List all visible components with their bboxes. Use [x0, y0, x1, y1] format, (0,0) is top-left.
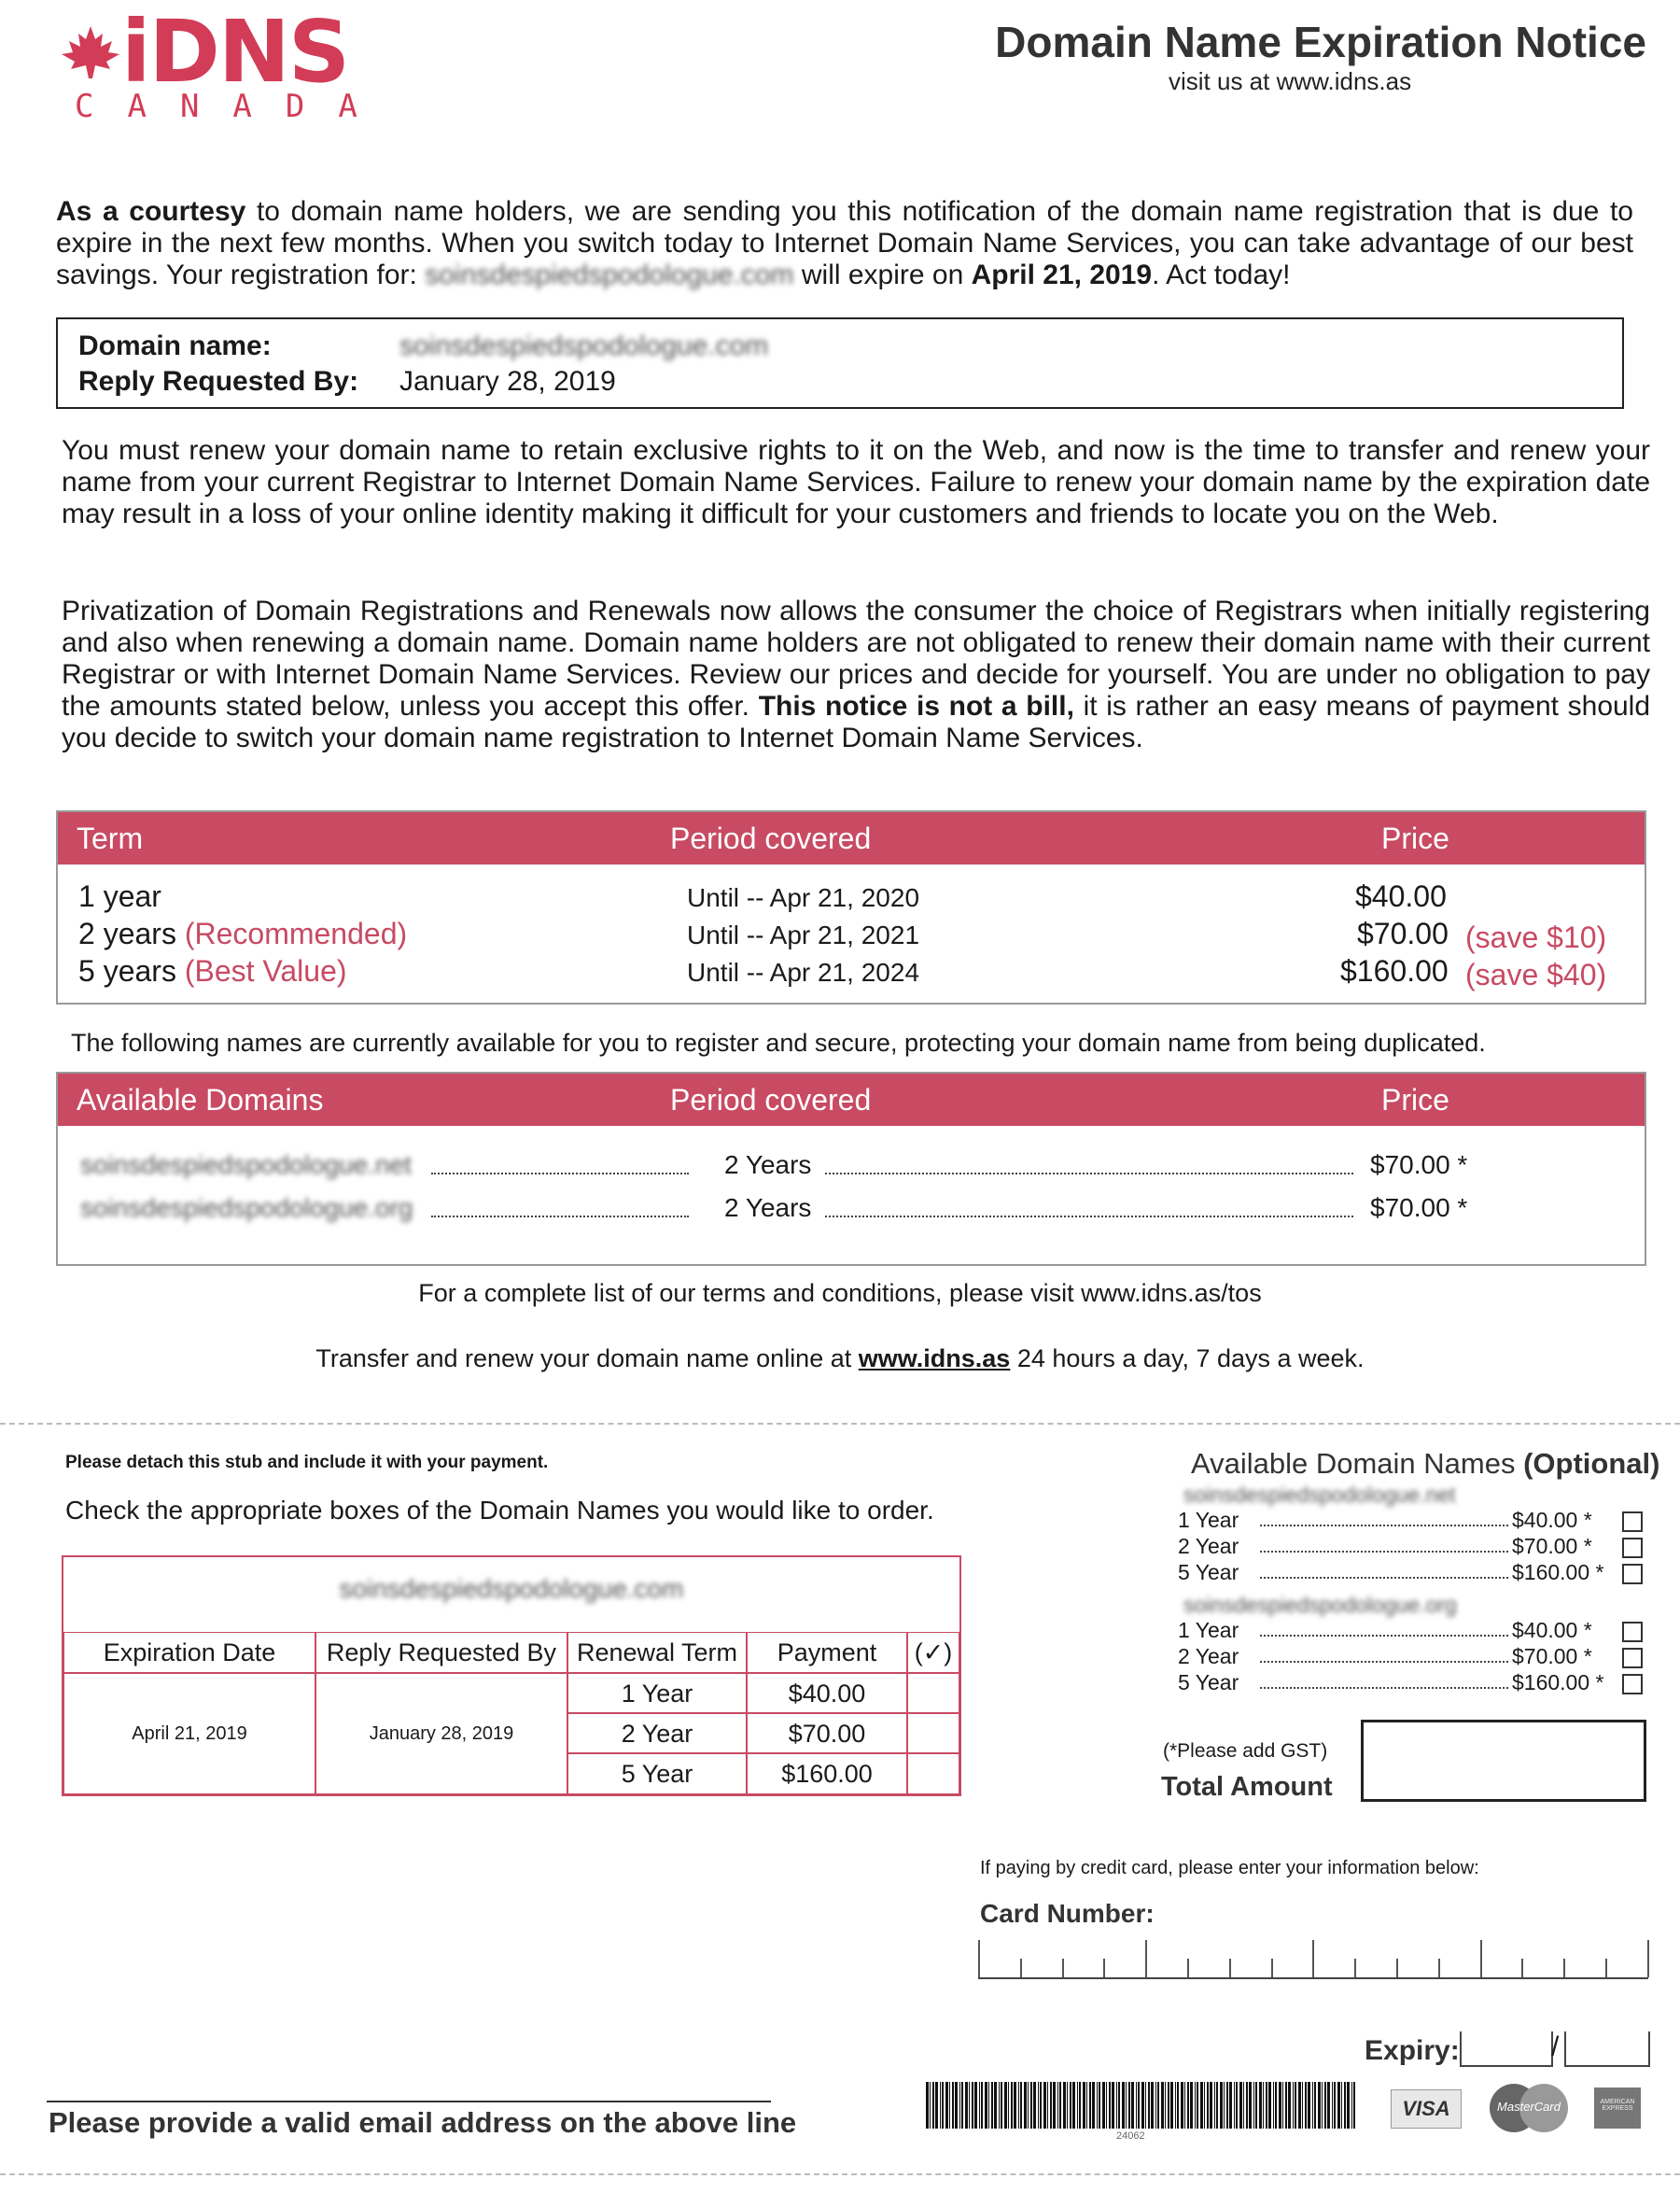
dot-leader	[1260, 1551, 1508, 1553]
col-payment: Payment	[747, 1632, 907, 1673]
barcode-bar	[1001, 2082, 1002, 2129]
header-period: Period covered	[670, 822, 872, 855]
total-amount-box[interactable]	[1361, 1720, 1646, 1802]
barcode-bar	[952, 2082, 954, 2129]
card-number-label: Card Number:	[980, 1899, 1155, 1928]
barcode-bar	[1318, 2082, 1321, 2129]
maple-leaf-icon	[58, 24, 123, 80]
available-domain: soinsdespiedspodologue.net	[80, 1150, 412, 1179]
dot-leader	[825, 1173, 1353, 1174]
card-digit-divider	[1605, 1959, 1607, 1977]
pricing-table-header	[58, 812, 1645, 865]
term-label	[78, 917, 407, 951]
barcode-bar	[1184, 2082, 1185, 2129]
card-number-field[interactable]	[978, 1940, 1648, 1979]
header-available: Available Domains	[77, 1083, 324, 1117]
available-period: 2 Years	[724, 1193, 812, 1222]
optional-title-bold: (Optional)	[1523, 1447, 1660, 1480]
detach-note: Please detach this stub and include it with your payment.	[65, 1453, 549, 1472]
payment-amount: $70.00	[747, 1713, 907, 1753]
stub-domain: soinsdespiedspodologue.com	[339, 1574, 684, 1603]
barcode-bar	[942, 2082, 944, 2129]
optional-domain: soinsdespiedspodologue.net	[1183, 1483, 1456, 1507]
logo-subtext: CANADA	[75, 88, 391, 125]
intro-date: April 21, 2019	[971, 260, 1153, 290]
barcode-bar	[1332, 2082, 1333, 2129]
barcode-bar	[994, 2082, 997, 2129]
optional-item	[1178, 1534, 1645, 1560]
optional-title	[1191, 1447, 1659, 1481]
optional-domain: soinsdespiedspodologue.org	[1183, 1593, 1457, 1617]
barcode-bar	[1207, 2082, 1209, 2129]
barcode-bar	[1072, 2082, 1075, 2129]
barcode-bar	[1014, 2082, 1016, 2129]
barcode-bar	[1204, 2082, 1205, 2129]
order-checkbox[interactable]	[907, 1713, 959, 1753]
barcode-bar	[1086, 2082, 1087, 2129]
barcode-bar	[1092, 2082, 1095, 2129]
barcode-bar	[1138, 2082, 1140, 2129]
barcode-bar	[1279, 2082, 1281, 2129]
barcode-bar	[930, 2082, 931, 2129]
amex-logo: AMERICAN EXPRESS	[1594, 2088, 1641, 2129]
period-label: Until -- Apr 21, 2020	[687, 883, 920, 912]
price-label: $70.00	[1357, 917, 1449, 950]
expiry-month-field[interactable]	[1460, 2031, 1553, 2067]
dot-leader	[1260, 1525, 1508, 1526]
barcode-bar	[1263, 2082, 1264, 2129]
dot-leader	[1260, 1661, 1508, 1663]
header-price: Price	[1381, 1083, 1449, 1117]
barcode-bar	[1226, 2082, 1228, 2129]
mastercard-logo	[1490, 2084, 1568, 2132]
barcode-bar	[1322, 2082, 1323, 2129]
recommended-note: (Recommended)	[184, 917, 408, 950]
barcode-bar	[974, 2082, 977, 2129]
barcode-bar	[1243, 2082, 1244, 2129]
col-expiration: Expiration Date	[63, 1632, 315, 1673]
barcode-bar	[1168, 2082, 1169, 2129]
optional-price: $160.00 *	[1512, 1560, 1604, 1584]
card-digit-divider	[1438, 1959, 1440, 1977]
barcode-bar	[935, 2082, 938, 2129]
barcode-bar	[955, 2082, 958, 2129]
optional-checkbox[interactable]	[1622, 1648, 1643, 1668]
available-period: 2 Years	[724, 1150, 812, 1179]
bottom-perforation	[0, 2173, 1680, 2175]
barcode-bar	[1275, 2082, 1277, 2129]
col-renewal: Renewal Term	[567, 1632, 747, 1673]
barcode-bar	[940, 2082, 941, 2129]
barcode-bar	[1057, 2082, 1058, 2129]
barcode-bar	[1305, 2082, 1307, 2129]
barcode-bar	[1079, 2082, 1081, 2129]
barcode-bar	[1234, 2082, 1235, 2129]
barcode-bar	[1246, 2082, 1248, 2129]
available-price: $70.00 *	[1370, 1193, 1468, 1222]
optional-price: $70.00 *	[1512, 1644, 1592, 1668]
barcode-bar	[1008, 2082, 1009, 2129]
optional-item	[1178, 1670, 1645, 1696]
barcode-bar	[1249, 2082, 1252, 2129]
card-digit-divider	[1271, 1959, 1273, 1977]
dot-leader	[1260, 1577, 1508, 1579]
intro-text3: . Act today!	[1152, 260, 1291, 290]
total-label: Total Amount	[1161, 1772, 1333, 1802]
card-digit-divider	[1480, 1940, 1482, 1977]
best-value-note: (Best Value)	[184, 954, 347, 988]
barcode-bar	[1004, 2082, 1007, 2129]
dot-leader	[431, 1216, 689, 1217]
barcode-bar	[1341, 2082, 1342, 2129]
card-digit-divider	[1103, 1959, 1105, 1977]
barcode-bar	[1024, 2082, 1027, 2129]
barcode-bar	[1083, 2082, 1085, 2129]
col-reply: Reply Requested By	[315, 1632, 567, 1673]
barcode-bar	[1268, 2082, 1271, 2129]
payment-amount: $160.00	[747, 1753, 907, 1794]
expiration-date: April 21, 2019	[63, 1673, 315, 1794]
intro-text2: will expire on	[801, 260, 964, 290]
website-link[interactable]: www.idns.as	[858, 1344, 1011, 1372]
header-term: Term	[77, 822, 144, 855]
optional-group	[1178, 1483, 1645, 1586]
barcode-bar	[1314, 2082, 1316, 2129]
optional-item	[1178, 1644, 1645, 1670]
header-price: Price	[1381, 822, 1449, 855]
intro-lead: As a courtesy	[56, 196, 246, 227]
barcode-bar	[1122, 2082, 1125, 2129]
barcode-bar	[959, 2082, 960, 2129]
card-digit-divider	[1020, 1959, 1022, 1977]
check-instruction: Check the appropriate boxes of the Domain Names you would like to order.	[65, 1496, 934, 1525]
save-note: (save $40)	[1465, 958, 1607, 991]
barcode-bar	[1020, 2082, 1022, 2129]
barcode-bar	[1288, 2082, 1291, 2129]
domain-info-box	[56, 317, 1624, 409]
barcode-bar	[981, 2082, 983, 2129]
pricing-table	[56, 810, 1646, 1005]
optional-price: $160.00 *	[1512, 1670, 1604, 1694]
available-domain: soinsdespiedspodologue.org	[80, 1193, 413, 1222]
barcode-bar	[949, 2082, 950, 2129]
card-digit-divider	[1647, 1940, 1649, 1977]
not-a-bill-text: This notice is not a bill,	[758, 691, 1074, 722]
barcode-bar	[1116, 2082, 1117, 2129]
barcode-bar	[1344, 2082, 1346, 2129]
barcode-bar	[1165, 2082, 1166, 2129]
dot-leader	[1260, 1687, 1508, 1689]
barcode-bar	[1170, 2082, 1173, 2129]
expiry-label: Expiry:	[1365, 2035, 1460, 2066]
dot-leader	[431, 1173, 689, 1174]
price-label: $40.00	[1355, 879, 1447, 913]
card-digit-divider	[1145, 1940, 1147, 1977]
barcode-bar	[1043, 2082, 1046, 2129]
barcode-bar	[1214, 2082, 1215, 2129]
card-digit-divider	[1521, 1959, 1523, 1977]
barcode-bar	[1033, 2082, 1036, 2129]
barcode-bar	[1259, 2082, 1262, 2129]
optional-price: $40.00 *	[1512, 1618, 1592, 1642]
barcode-bar	[1334, 2082, 1336, 2129]
barcode-bar	[1126, 2082, 1127, 2129]
optional-item	[1178, 1618, 1645, 1644]
optional-checkbox[interactable]	[1622, 1511, 1643, 1532]
barcode-bar	[1216, 2082, 1218, 2129]
domain-value: soinsdespiedspodologue.com	[399, 330, 769, 361]
col-check: (✓)	[907, 1632, 959, 1673]
logo-wordmark: iDNS	[121, 2, 349, 102]
barcode-bar	[1308, 2082, 1310, 2129]
card-digit-divider	[1229, 1959, 1231, 1977]
barcode-bar	[1351, 2082, 1352, 2129]
barcode-bar	[1157, 2082, 1159, 2129]
optional-checkbox[interactable]	[1622, 1564, 1643, 1584]
renewal-term: 1 Year	[567, 1673, 747, 1713]
barcode-bar	[1161, 2082, 1164, 2129]
optional-checkbox[interactable]	[1622, 1674, 1643, 1694]
renewal-term: 2 Year	[567, 1713, 747, 1753]
barcode-bar	[1099, 2082, 1100, 2129]
barcode-bar	[1038, 2082, 1039, 2129]
online-text-2: 24 hours a day, 7 days a week.	[1016, 1344, 1365, 1372]
barcode-bar	[1067, 2082, 1068, 2129]
payment-amount: $40.00	[747, 1673, 907, 1713]
optional-item	[1178, 1560, 1645, 1586]
reply-date: January 28, 2019	[315, 1673, 567, 1794]
barcode-bar	[1097, 2082, 1098, 2129]
dot-leader	[1260, 1635, 1508, 1637]
dot-leader	[825, 1216, 1353, 1217]
barcode-bar	[1347, 2082, 1350, 2129]
barcode-bar	[1293, 2082, 1294, 2129]
barcode-bar	[945, 2082, 948, 2129]
card-digit-divider	[1062, 1959, 1064, 1977]
barcode-bar	[1145, 2082, 1146, 2129]
barcode-bar	[1070, 2082, 1071, 2129]
barcode-bar	[1155, 2082, 1156, 2129]
barcode-bar	[1337, 2082, 1340, 2129]
barcode-bar	[1197, 2082, 1198, 2129]
optional-term: 5 Year	[1178, 1560, 1239, 1584]
privatization-text: Privatization of Domain Registrations and Renewals now allows the consumer the choice of Registrars when initially registering and also when renewing a domain name. Domain name holders are not obligated to renew their domain name with their current Registrar or with Internet Domain Name Services. Review our prices and decide for yourself. You are under no obligation to pay the amounts stated below, unless you accept this offer.	[62, 596, 1650, 722]
barcode-bar	[1106, 2082, 1107, 2129]
barcode-bar	[1220, 2082, 1223, 2129]
card-intro: If paying by credit card, please enter your information below:	[980, 1858, 1479, 1878]
term-text: 5 years	[78, 954, 176, 988]
privatization-paragraph	[62, 596, 1650, 754]
page-subtitle: visit us at www.idns.as	[1169, 67, 1412, 95]
barcode-bar	[1018, 2082, 1019, 2129]
order-checkbox[interactable]	[907, 1673, 959, 1713]
available-table-header	[58, 1074, 1645, 1126]
barcode-bar	[1324, 2082, 1326, 2129]
barcode-bar	[1089, 2082, 1091, 2129]
expiry-year-field[interactable]	[1564, 2031, 1650, 2067]
perforation-line	[0, 1423, 1680, 1425]
barcode-bar	[969, 2082, 970, 2129]
barcode-bar	[1047, 2082, 1048, 2129]
barcode-bar	[1148, 2082, 1150, 2129]
optional-group	[1178, 1593, 1645, 1696]
barcode-bar	[1128, 2082, 1130, 2129]
visa-logo: VISA	[1391, 2089, 1462, 2129]
gst-note: (*Please add GST)	[1163, 1740, 1328, 1762]
barcode-bar	[1312, 2082, 1313, 2129]
barcode	[926, 2082, 1357, 2129]
intro-domain: soinsdespiedspodologue.com	[425, 260, 794, 290]
renew-paragraph: You must renew your domain name to retain exclusive rights to it on the Web, and now is the time to transfer and renew your name from your current Registrar to Internet Domain Name Services. Failure to renew your domain name by the expiration date may result in a loss of your online identity making it difficult for your customers and friends to locate you on the Web.	[62, 435, 1650, 529]
term-label: 1 year	[78, 879, 161, 913]
barcode-bar	[1141, 2082, 1144, 2129]
barcode-bar	[965, 2082, 968, 2129]
barcode-bar	[972, 2082, 973, 2129]
barcode-bar	[1200, 2082, 1203, 2129]
optional-price: $40.00 *	[1512, 1508, 1592, 1532]
optional-title-text: Available Domain Names	[1191, 1447, 1516, 1480]
barcode-bar	[1053, 2082, 1056, 2129]
barcode-bar	[1028, 2082, 1029, 2129]
barcode-bar	[1011, 2082, 1013, 2129]
barcode-bar	[1175, 2082, 1176, 2129]
barcode-bar	[1236, 2082, 1238, 2129]
online-text-1: Transfer and renew your domain name online at	[315, 1344, 852, 1372]
barcode-bar	[999, 2082, 1000, 2129]
barcode-bar	[961, 2082, 963, 2129]
barcode-bar	[1210, 2082, 1212, 2129]
barcode-bar	[985, 2082, 987, 2129]
barcode-bar	[991, 2082, 993, 2129]
period-label: Until -- Apr 21, 2021	[687, 921, 920, 949]
barcode-bar	[1282, 2082, 1283, 2129]
barcode-bar	[1109, 2082, 1111, 2129]
card-digit-divider	[1354, 1959, 1356, 1977]
barcode-bar	[1298, 2082, 1301, 2129]
card-digit-divider	[1563, 1959, 1565, 1977]
renewal-term: 5 Year	[567, 1753, 747, 1794]
order-checkbox[interactable]	[907, 1753, 959, 1794]
barcode-bar	[1112, 2082, 1114, 2129]
reply-value: January 28, 2019	[399, 366, 616, 397]
barcode-number: 24062	[1116, 2130, 1145, 2142]
page-title: Domain Name Expiration Notice	[995, 18, 1646, 66]
optional-item	[1178, 1508, 1645, 1534]
optional-term: 2 Year	[1178, 1644, 1239, 1668]
available-price: $70.00 *	[1370, 1150, 1468, 1179]
expiry-separator: /	[1551, 2031, 1560, 2062]
card-digit-divider	[978, 1940, 980, 1977]
optional-term: 5 Year	[1178, 1670, 1239, 1694]
barcode-bar	[1239, 2082, 1242, 2129]
barcode-bar	[979, 2082, 980, 2129]
reply-label: Reply Requested By:	[78, 366, 359, 397]
barcode-bar	[1195, 2082, 1196, 2129]
email-line[interactable]	[47, 2101, 771, 2102]
barcode-bar	[1285, 2082, 1287, 2129]
available-domains-table	[56, 1072, 1646, 1266]
email-instruction: Please provide a valid email address on the above line	[49, 2106, 797, 2139]
barcode-bar	[1118, 2082, 1120, 2129]
barcode-bar	[1273, 2082, 1274, 2129]
barcode-bar	[1302, 2082, 1303, 2129]
intro-text: to domain name holders, we are sending you this notification of the domain name registration that is due to expire in the next few months. When you switch today to Internet Domain Name Services, you can take advantage of our best savings. Your registration for:	[56, 196, 1633, 290]
save-note: (save $10)	[1465, 921, 1607, 954]
barcode-bar	[1177, 2082, 1179, 2129]
optional-term: 2 Year	[1178, 1534, 1239, 1558]
barcode-bar	[932, 2082, 934, 2129]
stub-table	[62, 1555, 961, 1796]
barcode-bar	[1224, 2082, 1225, 2129]
barcode-bar	[1059, 2082, 1061, 2129]
privatization-text2: it is rather an easy means of payment should you decide to switch your domain name registration to Internet Domain Name Services.	[62, 691, 1651, 753]
barcode-bar	[1255, 2082, 1257, 2129]
barcode-bar	[1266, 2082, 1267, 2129]
online-text	[0, 1344, 1680, 1373]
barcode-bar	[1253, 2082, 1254, 2129]
barcode-bar	[988, 2082, 989, 2129]
barcode-bar	[1353, 2082, 1355, 2129]
domain-label: Domain name:	[78, 330, 272, 361]
optional-checkbox[interactable]	[1622, 1538, 1643, 1558]
barcode-bar	[1063, 2082, 1066, 2129]
mastercard-text: MasterCard	[1497, 2100, 1561, 2114]
optional-checkbox[interactable]	[1622, 1622, 1643, 1642]
barcode-bar	[926, 2082, 929, 2129]
barcode-bar	[1131, 2082, 1134, 2129]
barcode-bar	[1190, 2082, 1193, 2129]
intro-paragraph	[56, 196, 1633, 291]
barcode-bar	[1295, 2082, 1296, 2129]
barcode-bar	[1327, 2082, 1330, 2129]
barcode-bar	[1136, 2082, 1137, 2129]
period-label: Until -- Apr 21, 2024	[687, 958, 920, 987]
optional-term: 1 Year	[1178, 1508, 1239, 1532]
header-period: Period covered	[670, 1083, 872, 1117]
barcode-bar	[1102, 2082, 1105, 2129]
barcode-bar	[1151, 2082, 1154, 2129]
barcode-bar	[1181, 2082, 1183, 2129]
barcode-bar	[1050, 2082, 1052, 2129]
card-digit-divider	[1396, 1959, 1398, 1977]
term-label	[78, 954, 347, 989]
card-digit-divider	[1312, 1940, 1314, 1977]
barcode-bar	[1187, 2082, 1189, 2129]
barcode-bar	[1229, 2082, 1232, 2129]
available-intro: The following names are currently available for you to register and secure, protecting your domain name from being duplicated.	[71, 1029, 1486, 1057]
optional-term: 1 Year	[1178, 1618, 1239, 1642]
barcode-bar	[1040, 2082, 1042, 2129]
tos-text: For a complete list of our terms and conditions, please visit www.idns.as/tos	[418, 1279, 1262, 1307]
term-text: 2 years	[78, 917, 176, 950]
optional-price: $70.00 *	[1512, 1534, 1592, 1558]
price-label: $160.00	[1340, 954, 1449, 988]
card-digit-divider	[1187, 1959, 1189, 1977]
barcode-bar	[1030, 2082, 1032, 2129]
barcode-bar	[1077, 2082, 1078, 2129]
